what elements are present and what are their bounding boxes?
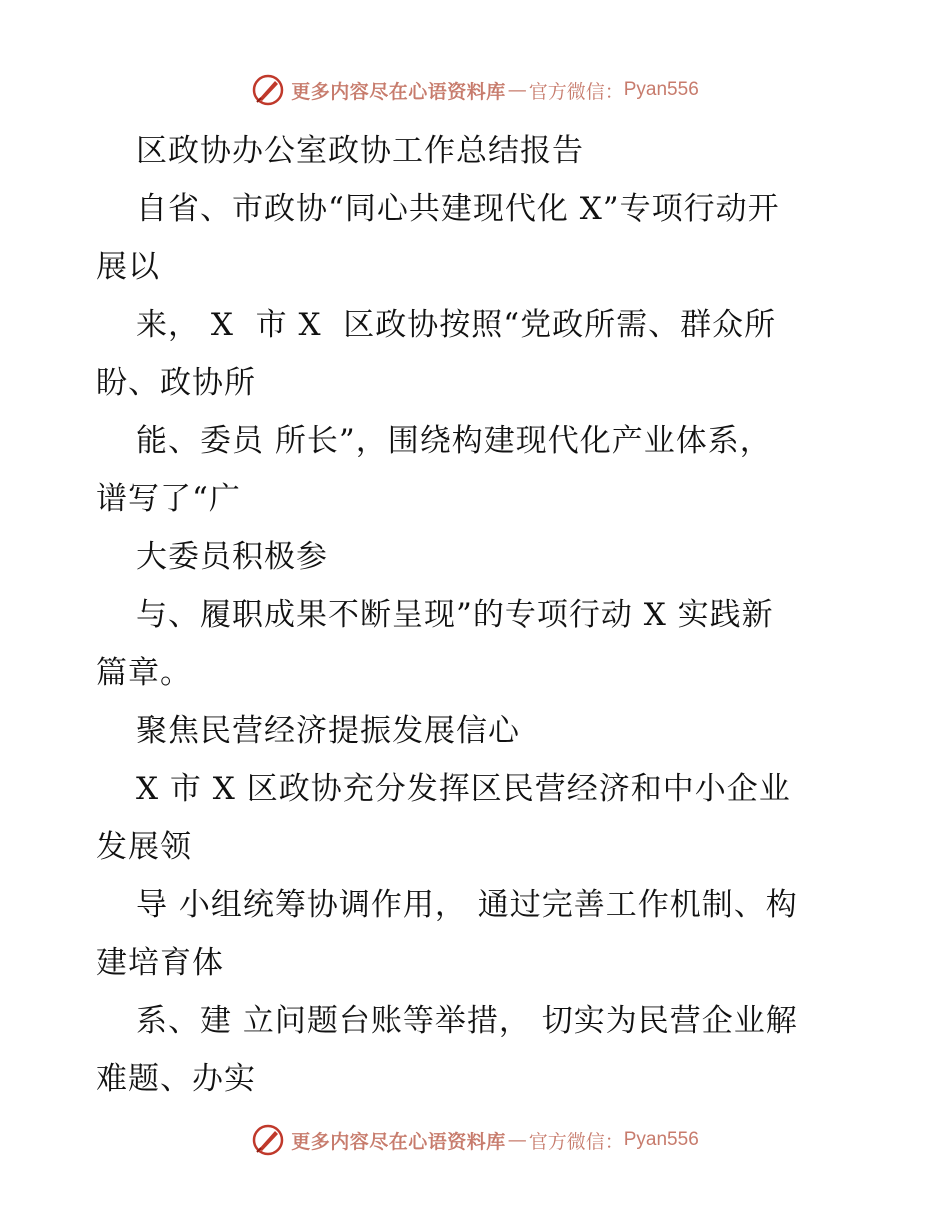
footer-banner: [0, 1120, 950, 1160]
quill-logo-icon: [251, 1123, 285, 1157]
header-banner: [0, 70, 950, 110]
banner-main-text: 更多内容尽在心语资料库: [291, 80, 506, 103]
text-line: 发展领: [96, 829, 192, 865]
text-line: X 市 X 区政协充分发挥区民营经济和中小企业: [136, 771, 791, 807]
text-line: 建培育体: [96, 945, 224, 981]
banner-dash: —: [507, 1129, 527, 1151]
banner-wechat-id: Pyan556: [623, 1129, 699, 1150]
text-line: 系、建 立问题台账等举措， 切实为民营企业解: [136, 1003, 798, 1039]
text-line: 与、履职成果不断呈现”的专项行动 X 实践新: [136, 597, 774, 633]
quill-logo-icon: [251, 73, 285, 107]
text-line: 盼、政协所: [96, 365, 256, 401]
text-line: 能、委员 所长”，围绕构建现代化产业体系，: [136, 423, 772, 459]
text-line: 大委员积极参: [136, 539, 328, 575]
text-line: 难题、办实: [96, 1061, 256, 1097]
banner-main-text: 更多内容尽在心语资料库: [291, 1130, 506, 1153]
text-line: 自省、市政协“同心共建现代化 X”专项行动开: [136, 191, 780, 227]
banner-wechat-label: 官方微信：: [528, 80, 624, 103]
text-line: 篇章。: [96, 655, 192, 691]
text-line: 导 小组统筹协调作用， 通过完善工作机制、构: [136, 887, 798, 923]
banner-wechat-label: 官方微信：: [528, 1130, 624, 1153]
text-line: 来， X 市 X 区政协按照“党政所需、群众所: [136, 307, 777, 343]
text-line: 谱写了“广: [96, 481, 241, 517]
banner-wechat-id: Pyan556: [623, 79, 699, 100]
text-line: 聚焦民营经济提振发展信心: [136, 713, 520, 749]
text-line: 展以: [96, 249, 160, 285]
banner-dash: —: [507, 79, 527, 101]
text-line: 区政协办公室政协工作总结报告: [136, 133, 584, 169]
document-body: [96, 122, 876, 1108]
